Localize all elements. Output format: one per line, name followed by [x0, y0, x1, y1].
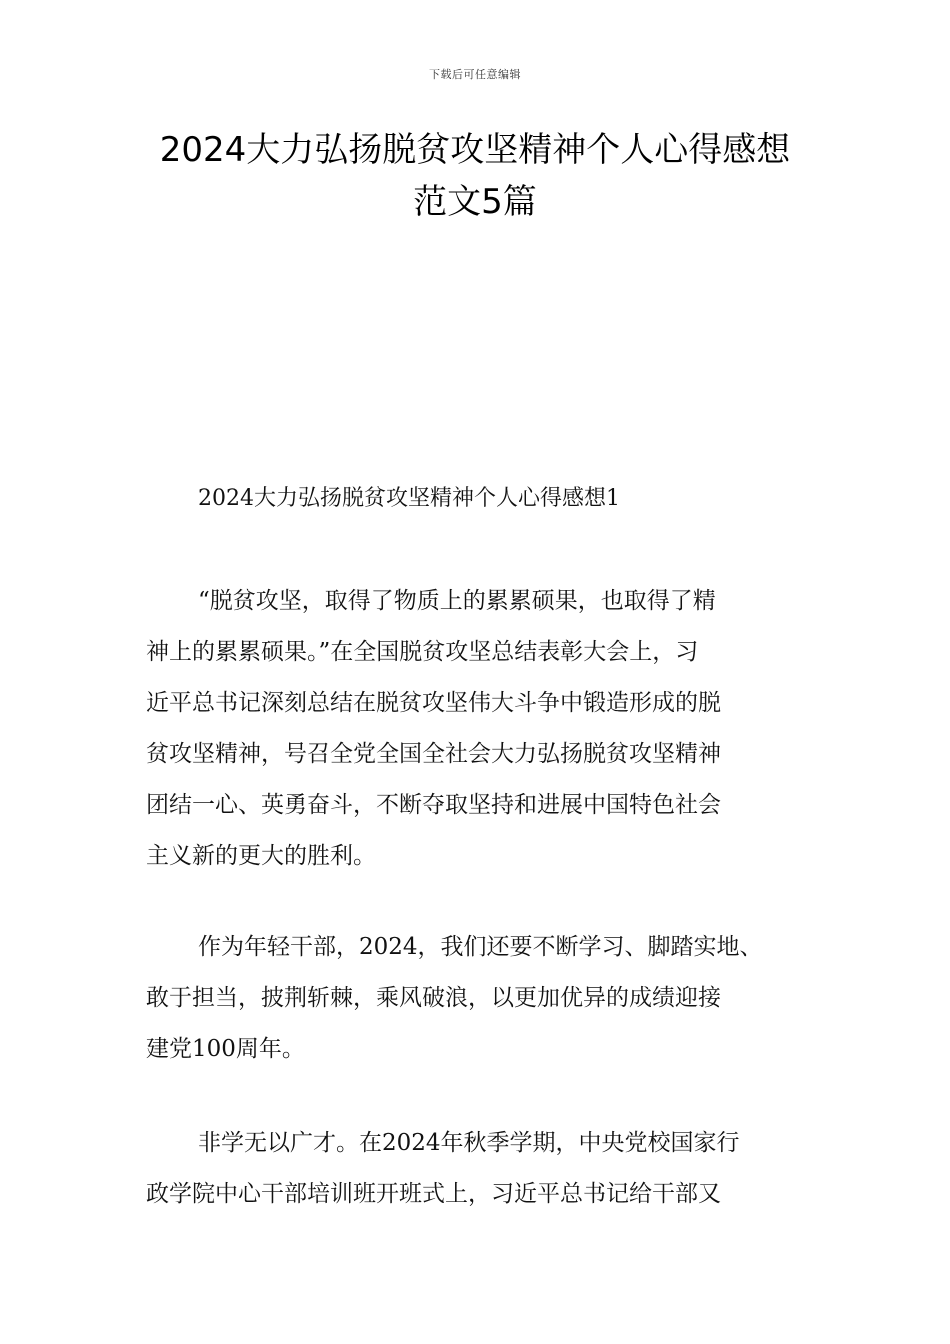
paragraph-2 [146, 922, 826, 1075]
paragraph-line: 敢于担当，披荆斩棘，乘风破浪，以更加优异的成绩迎接 [146, 985, 721, 1011]
paragraph-line: 神上的累累硕果。”在全国脱贫攻坚总结表彰大会上，习 [146, 639, 699, 665]
document-title [100, 124, 850, 228]
paragraph-line: 近平总书记深刻总结在脱贫攻坚伟大斗争中锻造形成的脱 [146, 690, 721, 716]
paragraph-3 [146, 1118, 826, 1220]
paragraph-line: 团结一心、英勇奋斗，不断夺取坚持和进展中国特色社会 [146, 792, 721, 818]
document-title-line-2: 范文5篇 [413, 182, 537, 222]
paragraph-line: 作为年轻干部，2024，我们还要不断学习、脚踏实地、 [198, 934, 763, 960]
paragraph-line: “脱贫攻坚，取得了物质上的累累硕果，也取得了精 [198, 588, 716, 614]
document-title-line-1: 2024大力弘扬脱贫攻坚精神个人心得感想 [159, 130, 791, 170]
paragraph-line: 建党100周年。 [146, 1036, 305, 1062]
paragraph-line: 主义新的更大的胜利。 [146, 843, 376, 869]
paragraph-line: 非学无以广才。在2024年秋季学期，中央党校国家行 [198, 1130, 740, 1156]
paragraph-1 [146, 576, 826, 882]
paragraph-line: 贫攻坚精神，号召全党全国全社会大力弘扬脱贫攻坚精神 [146, 741, 721, 767]
paragraph-line: 政学院中心干部培训班开班式上，习近平总书记给干部又 [146, 1181, 721, 1207]
header-note: 下载后可任意编辑 [429, 68, 521, 81]
section-heading: 2024大力弘扬脱贫攻坚精神个人心得感想1 [198, 486, 620, 511]
